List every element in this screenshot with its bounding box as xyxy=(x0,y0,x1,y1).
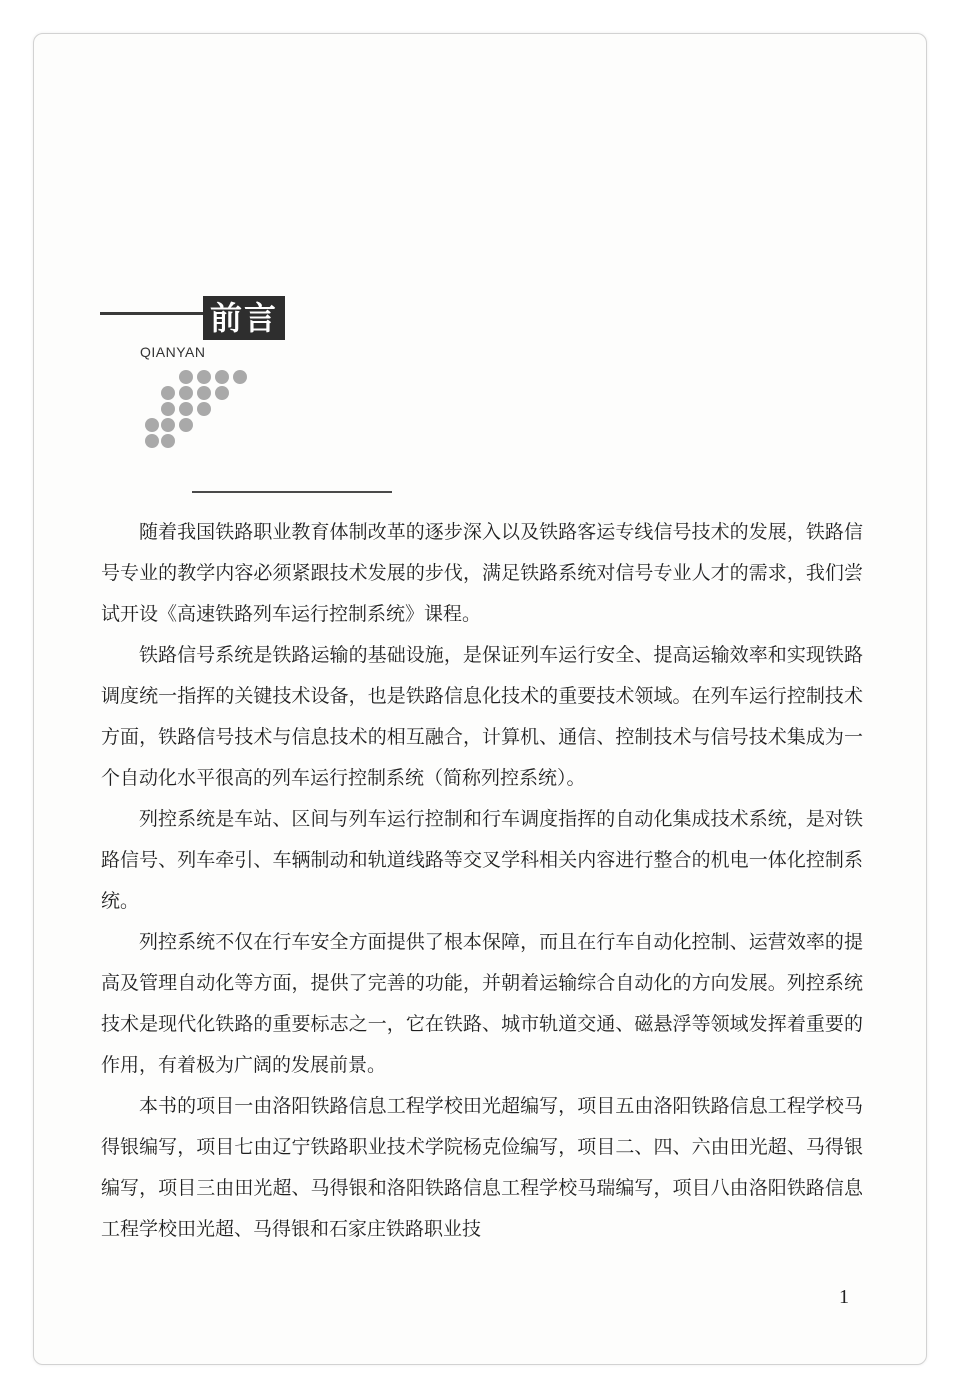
decorative-dot xyxy=(233,370,247,384)
preface-body xyxy=(101,512,863,1250)
paragraph: 本书的项目一由洛阳铁路信息工程学校田光超编写，项目五由洛阳铁路信息工程学校马得银编写，项目七由辽宁铁路职业技术学院杨克俭编写，项目二、四、六由田光超、马得银编写，项目三由田光超、马得银和洛阳铁路信息工程学校马瑞编写，项目八由洛阳铁路信息工程学校田光超、马得银和石家庄铁路职业技 xyxy=(101,1095,863,1240)
decorative-dot xyxy=(179,386,193,400)
chapter-heading xyxy=(100,282,300,462)
decorative-dot xyxy=(215,370,229,384)
decorative-dot xyxy=(215,386,229,400)
decorative-dot xyxy=(161,418,175,432)
page xyxy=(33,33,927,1365)
heading-pinyin: QIANYAN xyxy=(140,344,206,360)
decorative-dot xyxy=(161,386,175,400)
decorative-dot xyxy=(179,370,193,384)
paragraph: 列控系统是车站、区间与列车运行控制和行车调度指挥的自动化集成技术系统，是对铁路信号、列车牵引、车辆制动和轨道线路等交叉学科相关内容进行整合的机电一体化控制系统。 xyxy=(101,808,863,912)
decorative-dot xyxy=(197,402,211,416)
decorative-dot xyxy=(197,386,211,400)
paragraph: 随着我国铁路职业教育体制改革的逐步深入以及铁路客运专线信号技术的发展，铁路信号专业的教学内容必须紧跟技术发展的步伐，满足铁路系统对信号专业人才的需求，我们尝试开设《高速铁路列车运行控制系统》课程。 xyxy=(101,521,863,625)
decorative-dot xyxy=(179,418,193,432)
decorative-dot xyxy=(161,434,175,448)
paragraph: 列控系统不仅在行车安全方面提供了根本保障，而且在行车自动化控制、运营效率的提高及管理自动化等方面，提供了完善的功能，并朝着运输综合自动化的方向发展。列控系统技术是现代化铁路的重要标志之一，它在铁路、城市轨道交通、磁悬浮等领域发挥着重要的作用，有着极为广阔的发展前景。 xyxy=(101,931,863,1076)
decorative-dot xyxy=(145,418,159,432)
decorative-dot xyxy=(179,402,193,416)
heading-rule xyxy=(100,312,204,315)
decorative-dot-grid xyxy=(145,370,255,460)
heading-title: 前言 xyxy=(203,296,285,340)
page-number: 1 xyxy=(839,1286,849,1308)
decorative-dot xyxy=(145,434,159,448)
decorative-dot xyxy=(161,402,175,416)
section-divider xyxy=(192,491,392,493)
decorative-dot xyxy=(197,370,211,384)
paragraph: 铁路信号系统是铁路运输的基础设施，是保证列车运行安全、提高运输效率和实现铁路调度统一指挥的关键技术设备，也是铁路信息化技术的重要技术领域。在列车运行控制技术方面，铁路信号技术与信息技术的相互融合，计算机、通信、控制技术与信号技术集成为一个自动化水平很高的列车运行控制系统（简称列控系统）。 xyxy=(101,644,863,789)
